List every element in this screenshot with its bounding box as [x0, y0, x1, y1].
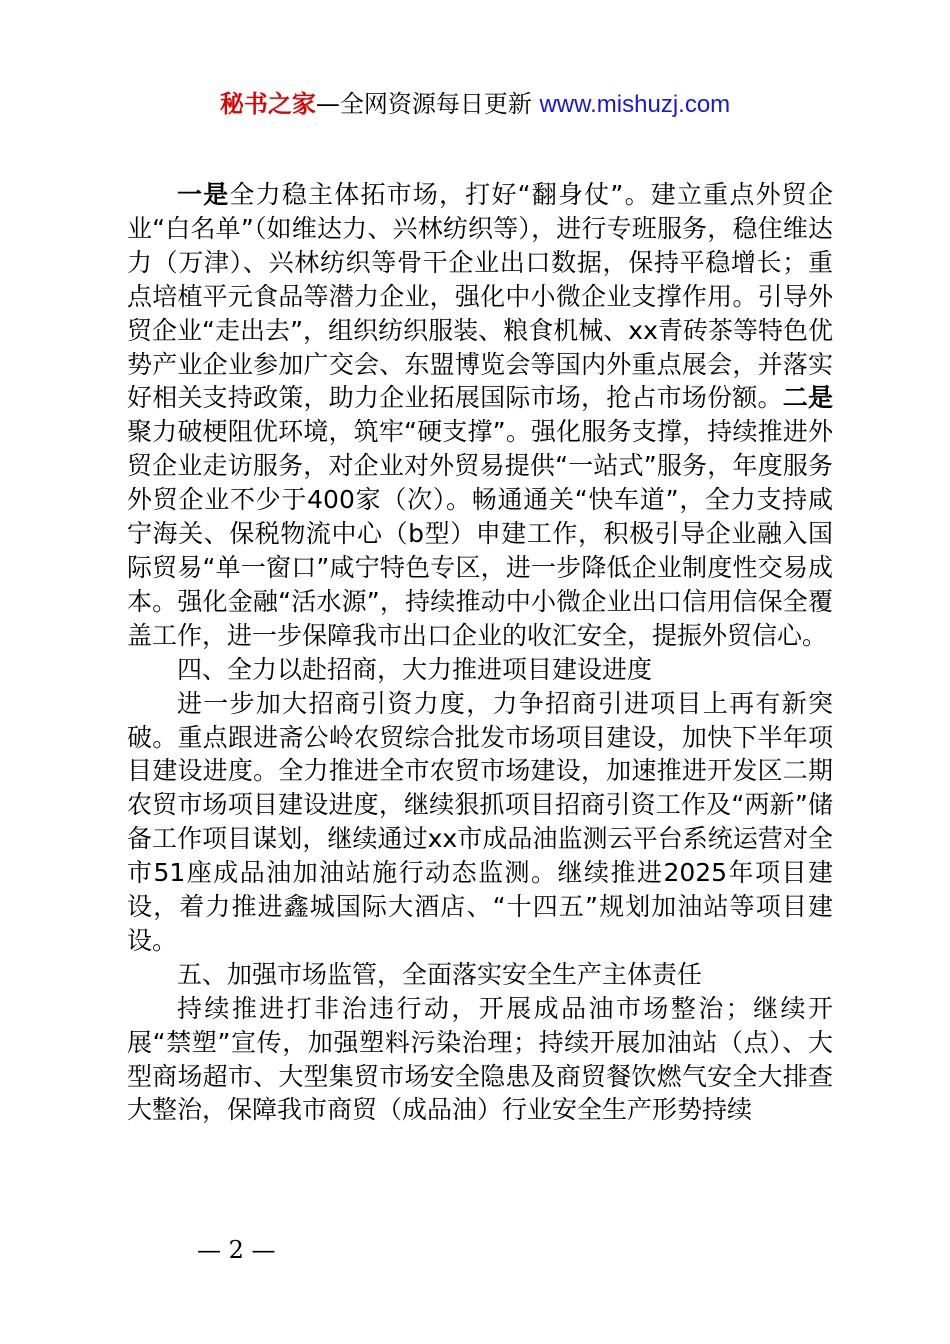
site-brand: 秘书之家: [219, 90, 316, 118]
page-header: [0, 86, 950, 123]
paragraph-text: 聚力破梗阻优环境，筑牢“硬支撑”。强化服务支撑，持续推进外贸企业走访服务，对企业对外贸易提供“一站式”服务，年度服务外贸企业不少于400家（次）。畅通通关“快车道”，全力支持咸宁海关、保税物流中心（b型）申建工作，积极引导企业融入国际贸易“单一窗口”咸宁特色专区，进一步降低企业制度性交易成本。强化金融“活水源”，持续推动中小微企业出口信用信保全覆盖工作，进一步保障我市出口企业的收汇安全，提振外贸信心。: [127, 417, 833, 650]
paragraph-foreign-trade: [127, 178, 833, 653]
site-tagline: —全网资源每日更新: [315, 90, 532, 118]
paragraph-market-supervision: 持续推进打非治违行动，开展成品油市场整治；继续开展“禁塑”宣传，加强塑料污染治理；持续开展加油站（点）、大型商场超市、大型集贸市场安全隐患及商贸餐饮燃气安全大排查大整治，保障我市商贸（成品油）行业安全生产形势持续: [127, 993, 833, 1125]
section-heading-5: 五、加强市场监管，全面落实安全生产主体责任: [177, 959, 703, 989]
page-number: — 2 —: [197, 1236, 276, 1264]
document-body: [127, 178, 833, 1127]
marker-first: 一是: [177, 180, 230, 209]
marker-second: 二是: [782, 383, 833, 413]
paragraph-text: 全力稳主体拓市场，打好“翻身仗”。建立重点外贸企业“白名单”（如维达力、兴林纺织等），进行专班服务，稳住维达力（万津）、兴林纺织等骨干企业出口数据，保持平稳增长；重点培植平元食品等潜力企业，强化中小微企业支撑作用。引导外贸企业“走出去”，组织纺织服装、粮食机械、xx青砖茶等特色优势产业企业参加广交会、东盟博览会等国内外重点展会，并落实好相关支持政策，助力企业拓展国际市场，抢占市场份额。: [127, 180, 833, 413]
paragraph-investment: 进一步加大招商引资力度，力争招商引进项目上再有新突破。重点跟进斋公岭农贸综合批发市场项目建设，加快下半年项目建设进度。全力推进全市农贸市场建设，加速推进开发区二期农贸市场项目建设进度，继续狠抓项目招商引资工作及“两新”储备工作项目谋划，继续通过xx市成品油监测云平台系统运营对全市51座成品油加油站施行动态监测。继续推进2025年项目建设，着力推进鑫城国际大酒店、“十四五”规划加油站等项目建设。: [127, 688, 833, 955]
section-heading-4: 四、全力以赴招商，大力推进项目建设进度: [177, 654, 653, 684]
site-url-link[interactable]: www.mishuzj.com: [539, 91, 731, 118]
